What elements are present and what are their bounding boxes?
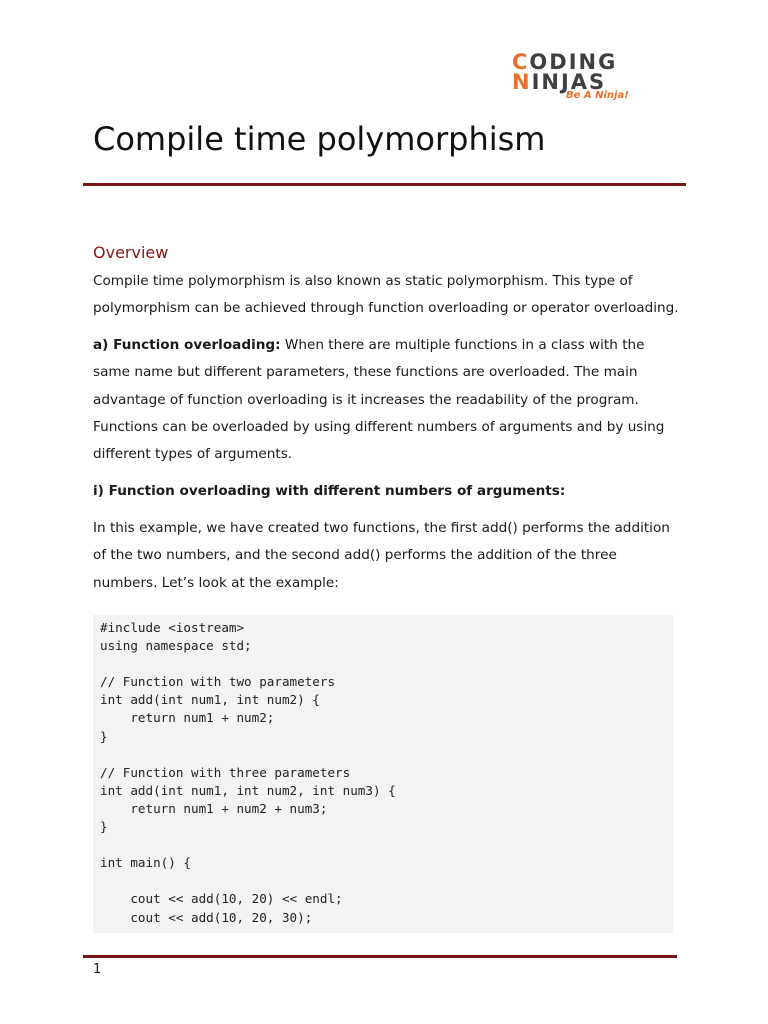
section-heading-overview: Overview bbox=[93, 243, 169, 262]
function-overloading-text: When there are multiple functions in a class with the same name but different parameters, these functions are overloaded. The main advantage of function overloading is it increases the readability of the program. Functions can be overloaded by using different numbers of arguments and by using different types of arguments. bbox=[93, 337, 665, 463]
logo-line-coding: CODING bbox=[512, 50, 618, 74]
footer-divider bbox=[83, 955, 677, 958]
coding-ninjas-logo bbox=[512, 50, 630, 104]
subheading-different-arguments: i) Function overloading with different numbers of arguments: bbox=[93, 483, 566, 499]
page-title: Compile time polymorphism bbox=[93, 120, 546, 158]
paragraph-intro: Compile time polymorphism is also known as static polymorphism. This type of polymorphism can be achieved through function overloading or operator overloading. bbox=[93, 273, 679, 317]
page-number: 1 bbox=[93, 962, 102, 977]
paragraph-function-overloading bbox=[93, 332, 683, 468]
logo-line-ninjas: NINJAS bbox=[512, 70, 607, 94]
code-listing: #include <iostream> using namespace std; // Function with two parameters int add(int num1, int num2) { return num1 + num2; } // Function with three parameters int add(int num1, int num2, int num3) { return num1 + num2 + num3; } int main() { cout << add(10, 20) << endl; cout << add(10, 20, 30); bbox=[100, 620, 396, 925]
function-overloading-label: a) Function overloading: bbox=[93, 337, 281, 353]
paragraph-example-intro: In this example, we have created two functions, the first add() performs the addition of the two numbers, and the second add() performs the addition of the three numbers. Let’s look at the example: bbox=[93, 520, 670, 591]
logo-tagline: Be A Ninja! bbox=[566, 90, 629, 101]
title-divider bbox=[83, 183, 686, 186]
code-block bbox=[93, 615, 673, 933]
